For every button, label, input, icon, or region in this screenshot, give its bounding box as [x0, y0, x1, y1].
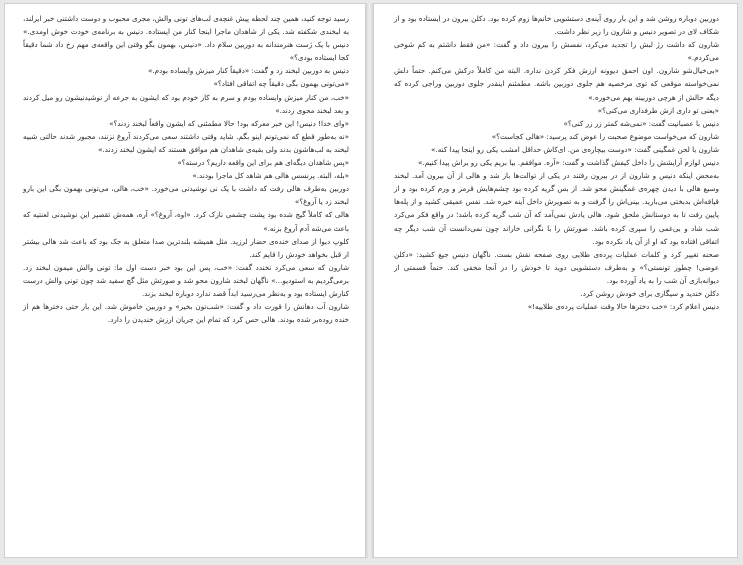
paragraph: «خب، من کنار میزش وایساده بودم و سرم به کار خودم بود که ایشون به جرعه از نوشیدنیشون رو میل کردند و بعد لبخند محوی زدند.» — [23, 92, 349, 115]
paragraph: دکلن خندید و سیگاری برای خودش روشن کرد. — [580, 288, 719, 298]
left-page-text — [23, 12, 349, 549]
paragraph: هالی که کاملاً گیج شده بود پشت چشمی نازک کرد. «اوه، آروغ؟» آره، همه‌ش تقصیر این نوشیدنی لعنتیه که باعث می‌شه آدم آروغ بزنه.» — [23, 210, 349, 233]
paragraph: به‌محض اینکه دنیس و شارون از در بیرون رفتند در یکی از توالت‌ها باز شد و هالی از آن بیرون آمد. لبخند وسیع هالی با دیدن چهره‌ی غمگینش محو شد. از بس گریه کرده بود چشم‌هایش قرمز و ورم کرده بود و از قیافه‌اش بدبختی می‌بارید. بینی‌اش را گرفت و به تصویرش داخل آینه خیره شد. نفس عمیقی کشید و از پله‌ها پایین رفت تا به دوستانش ملحق شود. هالی یادش نمی‌آمد که آن شب گریه کرده باشد؛ در واقع فکر می‌کرد شب شاد و بی‌غمی را سپری کرده باشد. صورتش را با نگرانی خاراند چون نمی‌دانست آن شب دیگر چه اتفاقی افتاده بود که او از آن یاد نکرده بود. — [394, 171, 719, 246]
paragraph: دوربین به‌طرف هالی رفت که داشت با یک نی نوشیدنی می‌خورد. «خب، هالی، می‌تونی بهمون بگی این بارو لبخند زد یا آروغ؟» — [23, 184, 349, 207]
paragraph: «وای خدا! دنیس! این خبر معرکه بود! حالا مطمئنی که ایشون واقعاً لبخند زدند؟» — [109, 118, 349, 128]
paragraph: دنیس با عصبانیت گفت: «نمی‌شه کمتر زر زر کنی؟» — [563, 118, 719, 128]
paragraph: صحنه تغییر کرد و کلمات عملیات پرده‌ی طلایی روی صفحه نقش بست. ناگهان دنیس جیغ کشید: «دکلن عوضی! چطور تونستی؟» و به‌طرف دستشویی دوید تا خودش را در آنجا مخفی کند. حتماً قسمتی از دیوانه‌بازی آن شب را به یاد آورده بود. — [394, 249, 719, 285]
left-page — [4, 3, 366, 558]
paragraph: دوربین دوباره روشن شد و این بار روی آینه‌ی دستشویی خانم‌ها زوم کرده بود. دکلن بیرون در ایستاده بود و از شکاف لای در تصویر دنیس و شارون را زیر نظر داشت. — [394, 14, 719, 37]
paragraph: دنیس اعلام کرد: «خب دخترها حالا وقت عملیات پرده‌ی طلاییه!» — [527, 302, 719, 312]
paragraph: «نه به‌طور قطع که نمی‌تونم اینو بگم. شاید وقتی داشتند سعی می‌کردند آروغ نزنند، مجبور شدند حالتی شبیه لبخند به لب‌هاشون بدند ولی بقیه‌ی شاهدان هم موافق هستند که ایشون لبخند زدند.» — [23, 131, 349, 154]
paragraph: «می‌تونی بهمون بگی دقیقاً چه اتفاقی افتاد؟» — [213, 79, 349, 89]
paragraph: «بله، البته. پرنسس هالی هم شاهد کل ماجرا بودند.» — [192, 171, 349, 181]
paragraph: «بی‌خیال‌شو شارون. اون احمق دیوونه ارزش فکر کردن نداره. البته من کاملاً درکش می‌کنم. حتماً دلش نمی‌خواسته موقعی که توی مرخصیه هم جلوی دوربین باشه. مطمئنم اینقدر جلوی دوربین وراجی کرده که دیگه حالش از هرچی دوربینه بهم می‌خوره.» — [394, 66, 719, 102]
right-page-text — [394, 12, 719, 549]
paragraph: شارون که سعی می‌کرد نخندد گفت: «خب، پس این بود خبر دست اول ما: تونی والش میمون لبخند زد. برمی‌گردیم به استودیو...» ناگهان لبخند شارون محو شد و صورتش مثل گچ سفید شد چون تونی والش درست کنارش ایستاده بود و به‌نظر می‌رسید ابداً قصد ندارد دوباره لبخند بزند. — [23, 262, 349, 298]
book-spine — [366, 3, 373, 558]
right-page — [373, 3, 738, 558]
paragraph: شارون که می‌خواست موضوع صحبت را عوض کند پرسید: «هالی کجاست؟» — [491, 131, 719, 141]
paragraph: «یعنی تو داری ازش طرفداری می‌کنی؟» — [597, 105, 719, 115]
paragraph: دنیس لوازم آرایشش را داخل کیفش گذاشت و گفت: «آره. موافقم. بیا بریم یکی رو براش پیدا کنیم.» — [418, 158, 719, 168]
paragraph: رسید توجه کنید، همین چند لحظه پیش غنچه‌ی لب‌های تونی والش، مجری محبوب و دوست داشتنی خبر ایرلند، به لبخندی شکفته شد. یکی از شاهدان ماجرا اینجا کنار من ایستاده. دنیس به برنامه‌ی خودت خوش اومدی.» دنیس با یک ژست هنرمندانه به دوربین سلام داد. «دنیس، بهمون بگو وقتی این واقعه‌ی مهم رخ داد شما دقیقاً کجا ایستاده بودی؟» — [23, 14, 349, 63]
paragraph: «پس شاهدان دیگه‌ای هم برای این واقعه داریم؟ درسته؟» — [177, 158, 349, 168]
paragraph: شارون آب دهانش را قورت داد و گفت: «شب‌تون بخیر» و دوربین خاموش شد. این بار حتی دخترها هم از خنده روده‌بر شده بودند. هالی حس کرد که تمام این جریان ارزش خندیدن را دارد. — [23, 302, 349, 325]
paragraph: کلوپ دیوا از صدای خنده‌ی حضار لرزید. مثل همیشه بلندترین صدا متعلق به جک بود که باعث شد هالی بیشتر از قبل بخواهد خودش را قایم کند. — [23, 236, 349, 259]
paragraph: شارون با لحن غمگینی گفت: «دوست بیچاره‌ی من. ای‌کاش حداقل امشب یکی رو اینجا پیدا کنه.» — [431, 144, 719, 154]
paragraph: دنیس به دوربین لبخند زد و گفت: «دقیقاً کنار میزش وایساده بودم.» — [147, 66, 349, 76]
paragraph: شارون که داشت رژ لبش را تجدید می‌کرد، نفسش را بیرون داد و گفت: «من فقط داشتم به کم شوخی می‌کردم.» — [394, 40, 719, 63]
